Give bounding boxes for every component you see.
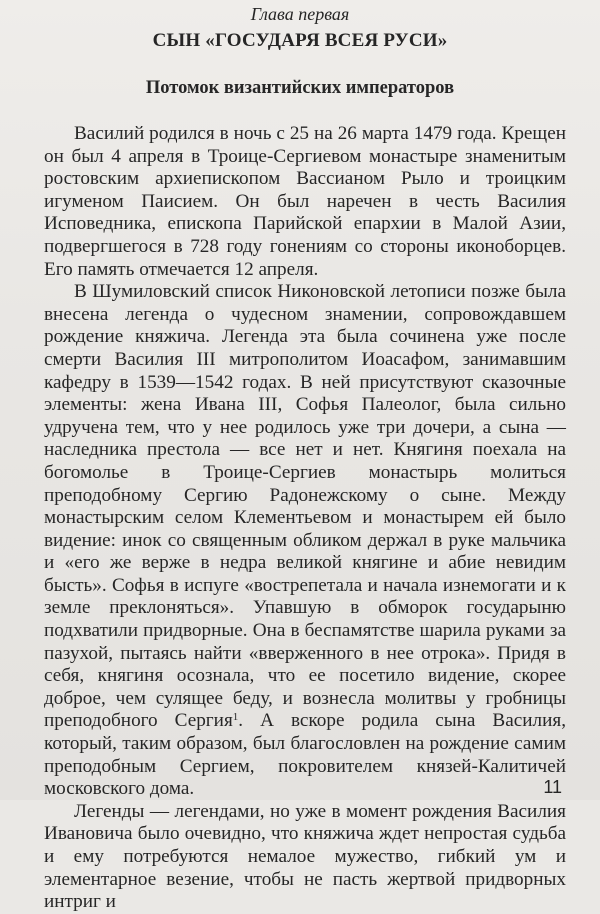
paragraph-2-text: В Шумиловский список Никоновской летописи позже была внесена легенда о чудесном знамении, сопровождавшем рождение княжича. Легенда эта была сочинена уже после смерти Василия III митрополитом Иоасафом, занимавшим кафедру в 1539—1542 годах. В ней присутствуют сказочные элементы: жена Ивана III, Софья Палеолог, была сильно удручена тем, что у нее родилось уже три дочери, а сына — наследника престола — все нет и нет. Княгиня поехала на богомолье в Троице-Сергиев монастырь молиться преподобному Сергию Радонежскому о сыне. Между монастырским селом Клементьевом и монастырем ей было видение: инок со священным обликом держал в руке мальчика и «его же верже в недра великой княгине и абие невидим бысть». Софья в испуге «вострепетала и начала изнемогати и к земле преклоняться». Упавшую в обморок государыню подхватили придворные. Она в беспамятстве шарила руками за пазухой, пытаясь найти «вверженного в нее отрока». Придя в себя, княгиня осознала, что ее посетило видение, скорее доброе, чем сулящее беду, и вознесла молитвы у гробницы преподобного Сергия (44, 281, 566, 732)
paragraph-2-text-after: . А вскоре родила сына Василия, который, таким образом, был благословлен на рождение самим преподобным Сергием, покровителем князей-Калитичей московского дома. (44, 710, 567, 800)
body-text (44, 123, 566, 914)
footnote-marker[interactable]: 1 (232, 711, 239, 724)
paragraph-2 (44, 281, 566, 801)
section-title: Потомок византийских императоров (145, 78, 455, 98)
chapter-title: СЫН «ГОСУДАРЯ ВСЕЯ РУСИ» (152, 30, 448, 51)
paragraph-3-text: Легенды — легендами, но уже в момент рождения Василия Ивановича было очевидно, что княжича ждет непростая судьба и ему потребуются немалое мужество, гибкий ум и элементарное везение, чтобы не пасть жертвой придворных интриг и (44, 800, 566, 913)
chapter-label: Глава первая (250, 4, 350, 24)
paragraph-1-text: Василий родился в ночь с 25 на 26 марта 1479 года. Крещен он был 4 апреля в Троице-Сергиевом монастыре знаменитым ростовским архиепископом Вассианом Рыло и троицким игуменом Паисием. Он был наречен в честь Василия Исповедника, епископа Парийской епархии в Малой Азии, подвергшегося в 728 году гонениям со стороны иконоборцев. Его память отмечается 12 апреля. (44, 123, 566, 280)
page-number: 11 (543, 777, 562, 797)
paragraph-1 (44, 123, 566, 281)
paragraph-3 (44, 801, 566, 914)
